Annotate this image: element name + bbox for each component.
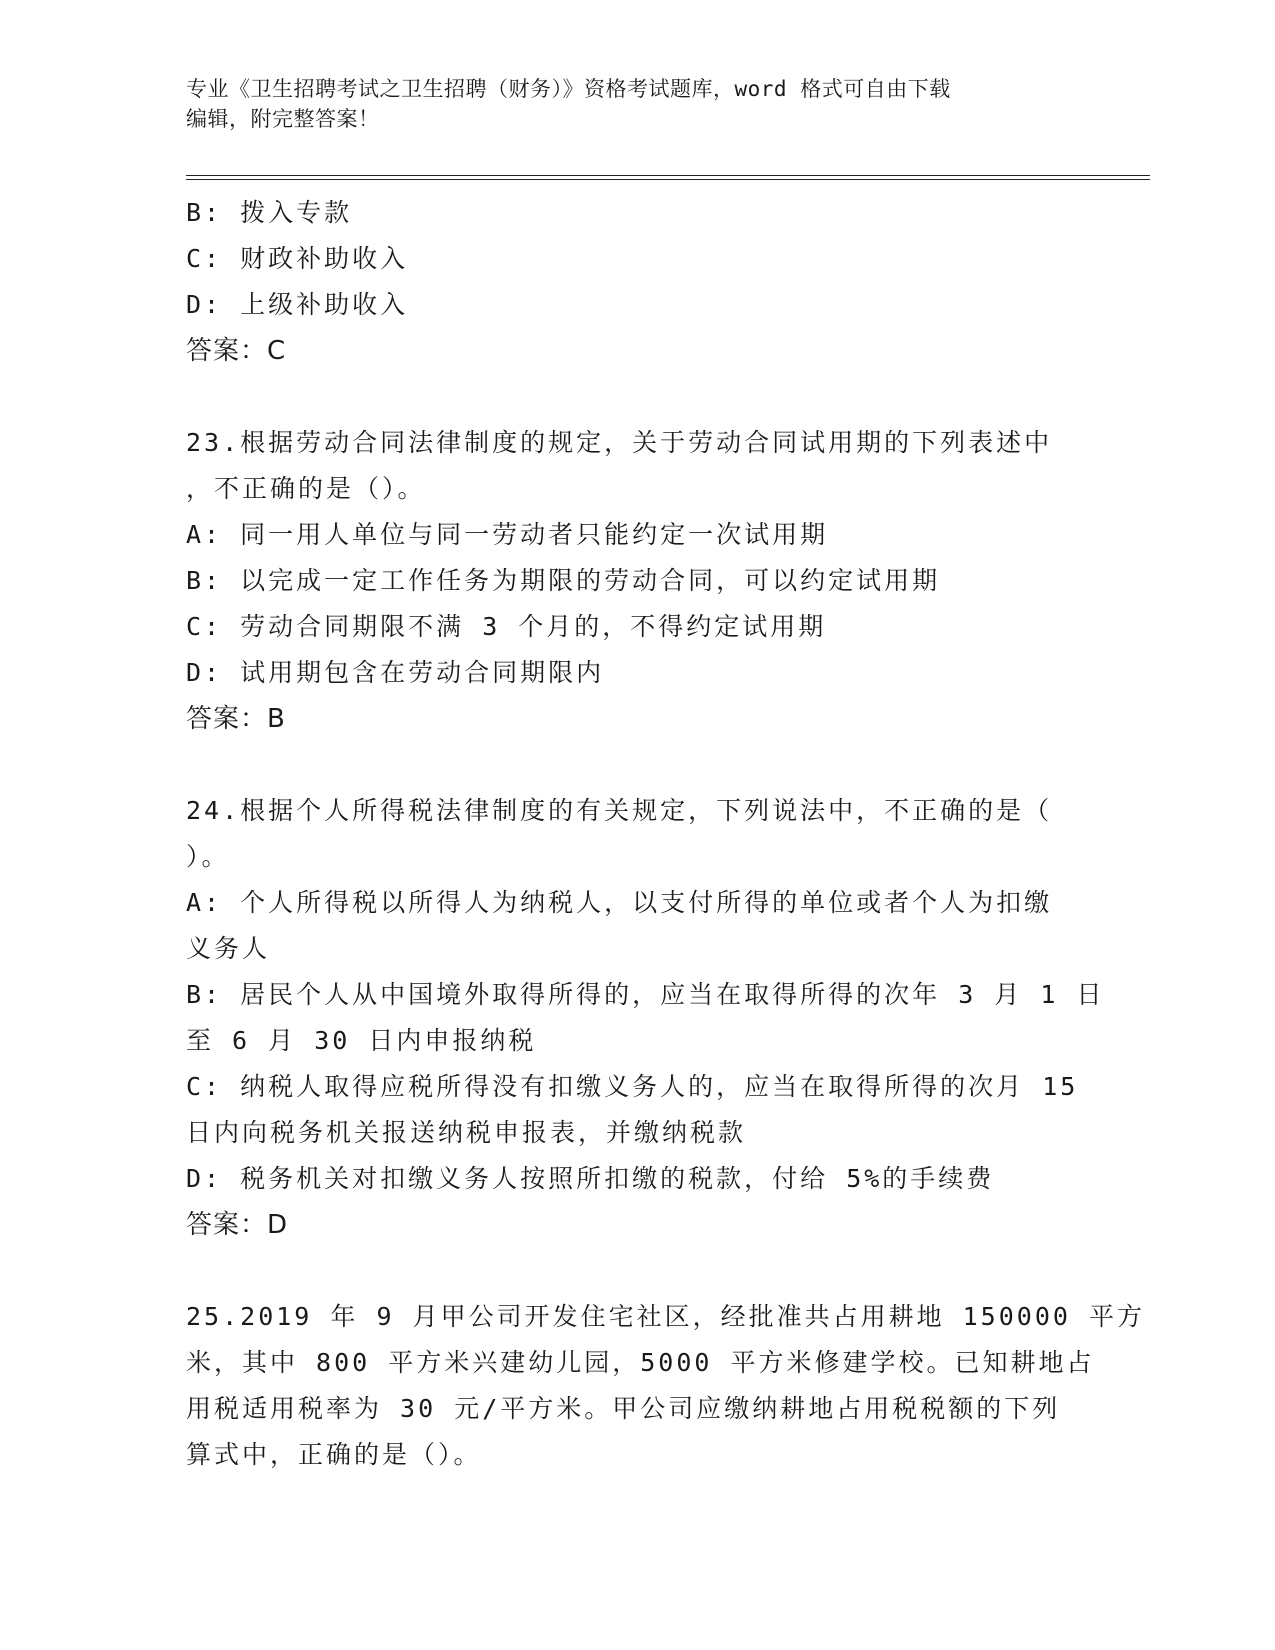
option-c: C: 纳税人取得应税所得没有扣缴义务人的，应当在取得所得的次月 15 [186, 1072, 1079, 1101]
question-stem-continued: 用税适用税率为 30 元/平方米。甲公司应缴纳耕地占用税税额的下列 [186, 1394, 1061, 1423]
document-header [186, 74, 1086, 134]
question-stem: 24.根据个人所得税法律制度的有关规定，下列说法中，不正确的是（ [186, 796, 1053, 825]
spacer [186, 1248, 1086, 1294]
option-b: B: 以完成一定工作任务为期限的劳动合同，可以约定试用期 [186, 566, 941, 595]
answer: 答案：D [186, 1210, 289, 1240]
answer: 答案：C [186, 336, 287, 366]
header-line-1: 专业《卫生招聘考试之卫生招聘（财务）》资格考试题库，word 格式可自由下载 [186, 77, 951, 101]
question-stem-continued: 米，其中 800 平方米兴建幼儿园，5000 平方米修建学校。已知耕地占 [186, 1348, 1095, 1377]
spacer [186, 742, 1086, 788]
question-22 [186, 190, 1086, 374]
option-a-continued: 义务人 [186, 934, 271, 963]
question-25 [186, 1294, 1145, 1478]
question-stem-continued: ，不正确的是（）。 [186, 474, 426, 503]
option-c: C: 财政补助收入 [186, 244, 409, 273]
option-c-continued: 日内向税务机关报送纳税申报表，并缴纳税款 [186, 1118, 747, 1147]
question-stem-continued: 算式中，正确的是（）。 [186, 1440, 482, 1469]
option-b: B: 拨入专款 [186, 198, 353, 227]
option-a: A: 同一用人单位与同一劳动者只能约定一次试用期 [186, 520, 829, 549]
option-d: D: 税务机关对扣缴义务人按照所扣缴的税款，付给 5%的手续费 [186, 1164, 995, 1193]
question-24 [186, 788, 1105, 1248]
option-b-continued: 至 6 月 30 日内申报纳税 [186, 1026, 537, 1055]
option-a: A: 个人所得税以所得人为纳税人，以支付所得的单位或者个人为扣缴 [186, 888, 1053, 917]
question-stem: 23.根据劳动合同法律制度的规定，关于劳动合同试用期的下列表述中 [186, 428, 1053, 457]
header-line-2: 编辑，附完整答案！ [186, 107, 380, 131]
option-d: D: 试用期包含在劳动合同期限内 [186, 658, 605, 687]
option-c: C: 劳动合同期限不满 3 个月的，不得约定试用期 [186, 612, 827, 641]
answer: 答案：B [186, 704, 286, 734]
spacer [186, 374, 1086, 420]
question-stem: 25.2019 年 9 月甲公司开发住宅社区，经批准共占用耕地 150000 平方 [186, 1302, 1145, 1331]
question-stem-continued: ）。 [186, 842, 230, 871]
question-23 [186, 420, 1086, 742]
option-d: D: 上级补助收入 [186, 290, 409, 319]
option-b: B: 居民个人从中国境外取得所得的，应当在取得所得的次年 3 月 1 日 [186, 980, 1105, 1009]
header-divider [186, 175, 1150, 180]
question-list [186, 190, 1145, 1478]
